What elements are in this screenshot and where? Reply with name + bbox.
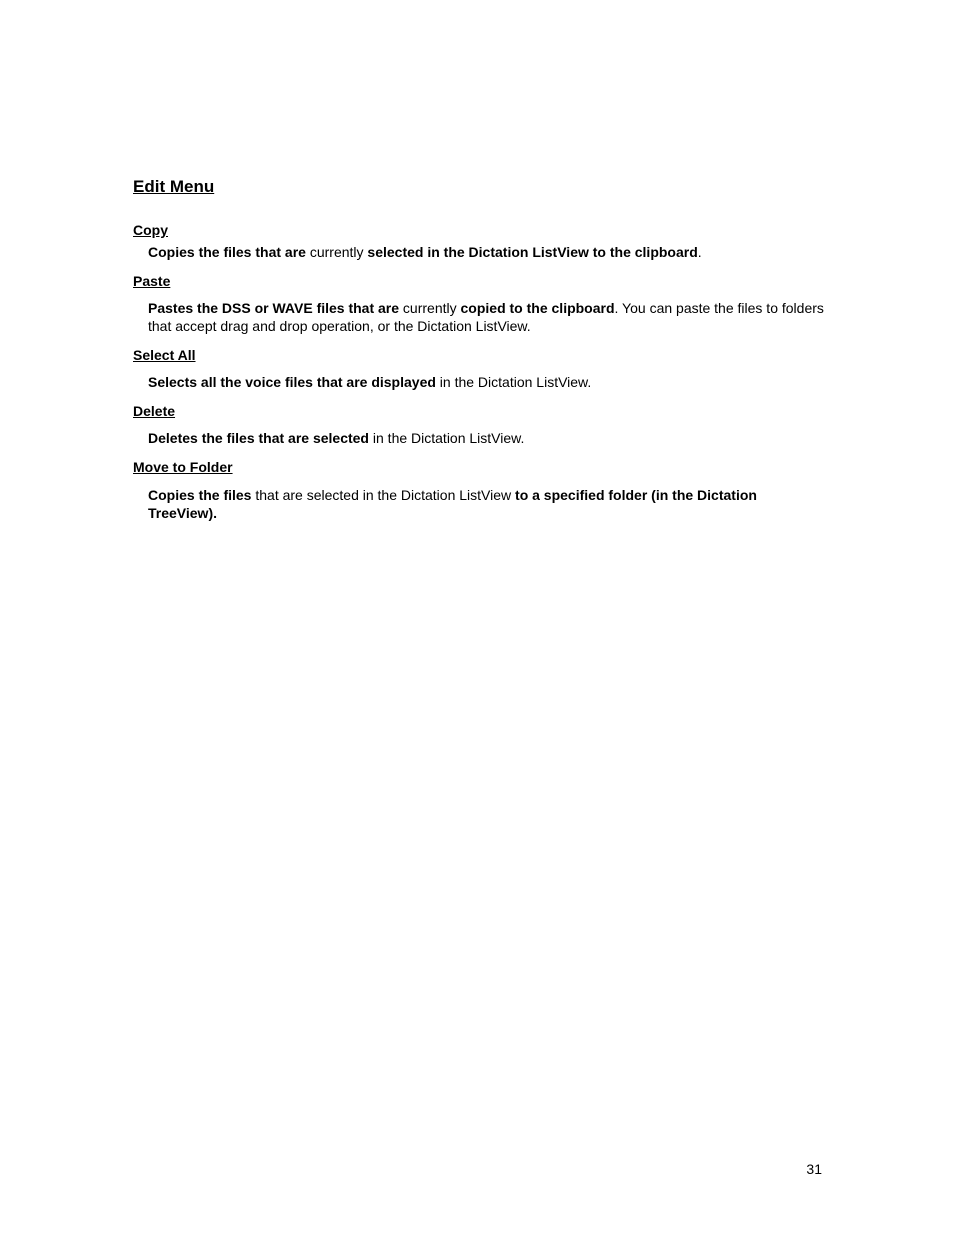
page-title: Edit Menu (133, 177, 215, 196)
text-run: . You can paste the files to folders that accept drag and drop operation, or the Dictation ListView. (148, 300, 824, 334)
text-run: currently (399, 300, 461, 316)
section-body-move-to-folder (148, 486, 828, 522)
section-body-copy (148, 243, 828, 261)
text-run: Selects all the voice files that are displayed (148, 374, 436, 390)
text-run: currently (305, 244, 368, 260)
page-number: 31 (806, 1161, 822, 1177)
section-body-select-all (148, 373, 828, 391)
section-heading-select-all: Select All (133, 347, 196, 363)
text-run: to a specified folder (in the Dictation TreeView). (148, 487, 757, 521)
section-body-paste (148, 299, 828, 335)
text-run: in the Dictation ListView. (435, 374, 592, 390)
text-run: Deletes the files that are selected (148, 430, 369, 446)
text-run: that are selected in the Dictation ListView (251, 487, 516, 503)
text-run: in the Dictation ListView. (369, 430, 525, 446)
text-run: copied to the clipboard (460, 300, 615, 316)
section-heading-delete: Delete (133, 403, 176, 419)
text-run: selected in the Dictation ListView to the clipboard (367, 244, 698, 260)
section-heading-paste: Paste (133, 273, 171, 289)
text-run: Copies the files that are (148, 244, 306, 260)
section-body-delete (148, 429, 828, 447)
text-run: Pastes the DSS or WAVE files that are (148, 300, 400, 316)
section-heading-copy: Copy (133, 222, 168, 238)
section-heading-move-to-folder: Move to Folder (133, 459, 233, 475)
text-run: Copies the files (148, 487, 252, 503)
text-run: . (697, 244, 702, 260)
